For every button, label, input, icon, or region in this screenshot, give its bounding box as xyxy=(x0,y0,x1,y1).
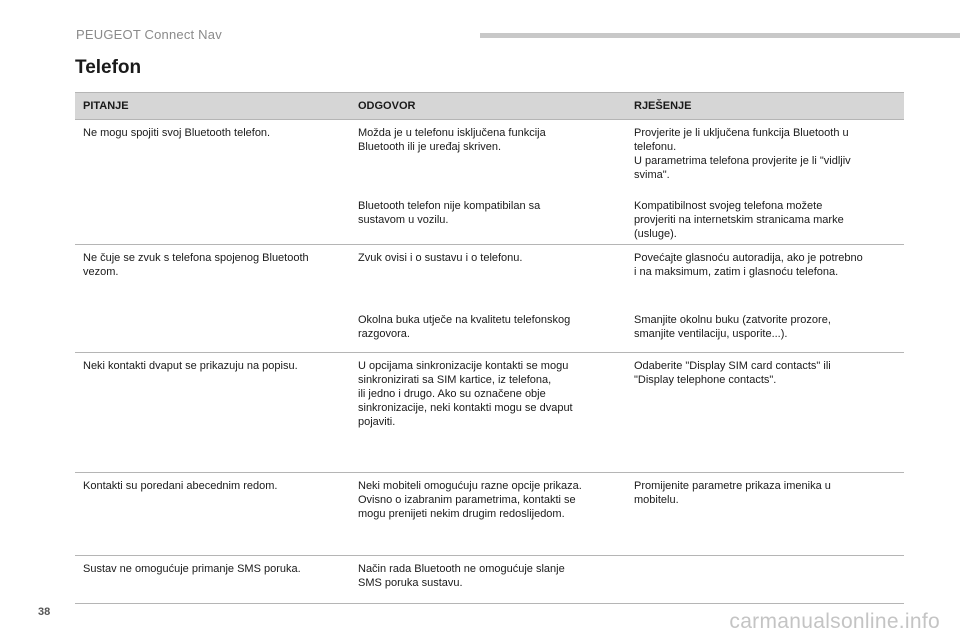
column-header-question: PITANJE xyxy=(75,93,350,120)
solution-cell xyxy=(626,556,904,604)
table-row xyxy=(75,245,904,307)
answer-cell xyxy=(350,193,626,245)
table-header-row xyxy=(75,93,904,120)
answer-cell xyxy=(350,307,626,353)
solution-cell xyxy=(626,353,904,473)
solution-text: Smanjite okolnu buku (zatvorite prozore, smanjite ventilaciju, usporite...). xyxy=(634,313,831,340)
answer-text: Okolna buka utječe na kvalitetu telefonskog razgovora. xyxy=(358,313,571,340)
question-text: Kontakti su poredani abecednim redom. xyxy=(83,480,278,492)
answer-text: Neki mobiteli omogućuju razne opcije prikaza. Ovisno o izabranim parametrima, kontakti se mogu prenijeti nekim drugim redoslijedom. xyxy=(358,480,582,520)
answer-cell xyxy=(350,556,626,604)
question-cell xyxy=(75,245,350,353)
table-row xyxy=(75,120,904,193)
solution-cell xyxy=(626,473,904,556)
header-rule xyxy=(480,33,960,38)
faq-table xyxy=(75,92,904,604)
answer-text: Način rada Bluetooth ne omogućuje slanje SMS poruka sustavu. xyxy=(358,563,565,589)
watermark: carmanualsonline.info xyxy=(729,610,940,633)
question-cell xyxy=(75,556,350,604)
solution-text: Povećajte glasnoću autoradija, ako je potrebno i na maksimum, zatim i glasnoću telefona. xyxy=(634,252,863,278)
answer-text: Možda je u telefonu isključena funkcija Bluetooth ili je uređaj skriven. xyxy=(358,127,546,153)
answer-text: U opcijama sinkronizacije kontakti se mogu sinkronizirati sa SIM kartice, iz telefona, ili jedno i drugo. Ako su označene obje sinkronizacije, neki kontakti mogu se dvaput pojaviti. xyxy=(358,360,573,428)
question-text: Ne čuje se zvuk s telefona spojenog Bluetooth vezom. xyxy=(83,252,309,278)
table-row xyxy=(75,353,904,473)
question-cell xyxy=(75,353,350,473)
answer-cell xyxy=(350,353,626,473)
table-row xyxy=(75,473,904,556)
solution-text: Provjerite je li uključena funkcija Bluetooth u telefonu. U parametrima telefona provjerite je li "vidljiv svima". xyxy=(634,127,851,181)
answer-cell xyxy=(350,245,626,307)
solution-text: Promijenite parametre prikaza imenika u mobitelu. xyxy=(634,480,831,506)
section-title: Telefon xyxy=(75,57,142,78)
question-text: Ne mogu spojiti svoj Bluetooth telefon. xyxy=(83,127,271,139)
question-cell xyxy=(75,473,350,556)
solution-cell xyxy=(626,307,904,353)
page-number: 38 xyxy=(38,606,51,618)
solution-cell xyxy=(626,120,904,193)
solution-cell xyxy=(626,245,904,307)
column-header-answer: ODGOVOR xyxy=(350,93,626,120)
solution-cell xyxy=(626,193,904,245)
solution-text: Kompatibilnost svojeg telefona možete provjeriti na internetskim stranicama marke (usluge). xyxy=(634,199,844,240)
answer-text: Zvuk ovisi i o sustavu i o telefonu. xyxy=(358,252,523,264)
question-cell xyxy=(75,120,350,245)
answer-text: Bluetooth telefon nije kompatibilan sa sustavom u vozilu. xyxy=(358,199,541,226)
solution-text: Odaberite "Display SIM card contacts" ili "Display telephone contacts". xyxy=(634,360,831,386)
question-text: Sustav ne omogućuje primanje SMS poruka. xyxy=(83,563,301,575)
running-header: PEUGEOT Connect Nav xyxy=(76,27,222,42)
answer-cell xyxy=(350,120,626,193)
question-text: Neki kontakti dvaput se prikazuju na popisu. xyxy=(83,360,298,372)
column-header-solution: RJEŠENJE xyxy=(626,93,904,120)
answer-cell xyxy=(350,473,626,556)
table-row xyxy=(75,556,904,604)
